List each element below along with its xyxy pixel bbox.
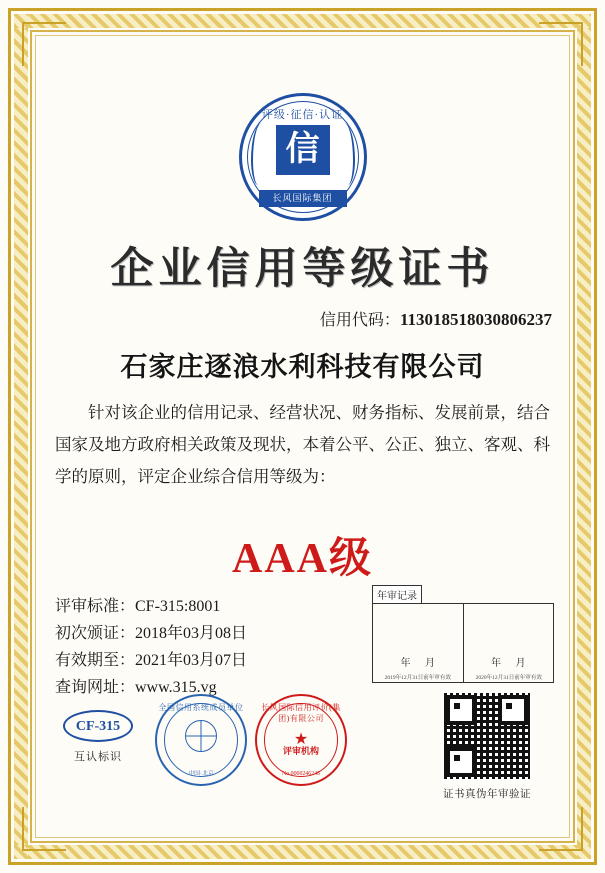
detail-valid-until: 有效期至：2021年03月07日 [55, 652, 248, 669]
detail-issue-date: 初次颁证：2018年03月08日 [55, 625, 248, 642]
annual-review-grid [372, 603, 554, 683]
emblem-center-character: 信 [276, 125, 330, 175]
credit-code-value: 113018518030806237 [399, 310, 552, 329]
annual-review-cell [373, 604, 463, 682]
qr-finder-top-right [498, 695, 528, 725]
qr-finder-top-left [446, 695, 476, 725]
certificate-content [45, 45, 560, 828]
body-paragraph: 针对该企业的信用记录、经营状况、财务指标、发展前景，结合国家及地方政府相关政策及现状，本着公平、公正、独立、客观、科学的原则，评定企业综合信用等级为： [55, 403, 550, 486]
cf-badge-oval: CF-315 [63, 710, 133, 742]
organization-emblem-icon [239, 93, 367, 221]
globe-icon [185, 720, 217, 752]
credit-code-label: 信用代码： [319, 312, 400, 329]
annual-review-box [372, 585, 554, 683]
company-name: 石家庄逐浪水利科技有限公司 [120, 352, 485, 382]
wheat-left-icon [251, 123, 269, 185]
annual-review-note: 2019年12月31日前年审有效 [384, 675, 451, 681]
red-evaluation-seal-icon [255, 694, 347, 786]
annual-review-cell [463, 604, 554, 682]
page-title: 企业信用等级证书 [110, 246, 495, 293]
annual-review-note: 2020年12月31日前年审有效 [475, 675, 542, 681]
qr-verification-block[interactable] [428, 692, 546, 801]
red-seal-top-text: 长风国际信用评价(集团)有限公司 [261, 703, 341, 723]
annual-review-year-month: 年 月 [400, 658, 441, 669]
detail-query-url: 查询网址：www.315.vg [55, 679, 217, 696]
red-seal-bottom-text: No.0000246246 [282, 770, 320, 777]
qr-finder-bottom-left [446, 747, 476, 777]
blue-seal-top-text: 全国信用系统成员单位 [158, 703, 244, 712]
cf-mutual-recognition-badge [63, 710, 133, 764]
credit-grade: AAA级 [232, 536, 373, 582]
seals-row [45, 688, 560, 808]
certificate-details [55, 593, 247, 701]
emblem-top-text: 评级·征信·认证 [261, 109, 344, 121]
qr-code-icon[interactable] [443, 692, 531, 780]
detail-standard: 评审标准：CF-315:8001 [55, 598, 221, 615]
star-icon: ★ [293, 731, 309, 748]
qr-label: 证书真伪年审验证 [443, 789, 531, 800]
annual-review-year-month: 年 月 [491, 658, 532, 669]
emblem-bottom-band: 长风国际集团 [259, 190, 347, 207]
annual-review-title: 年审记录 [372, 585, 422, 603]
blue-member-seal-icon [155, 694, 247, 786]
credit-code-line [320, 307, 552, 330]
blue-seal-bottom-text: 中国·北京 [188, 770, 214, 777]
cf-badge-label: 互认标识 [74, 751, 122, 763]
red-seal-center-text: 评审机构 [282, 745, 319, 756]
